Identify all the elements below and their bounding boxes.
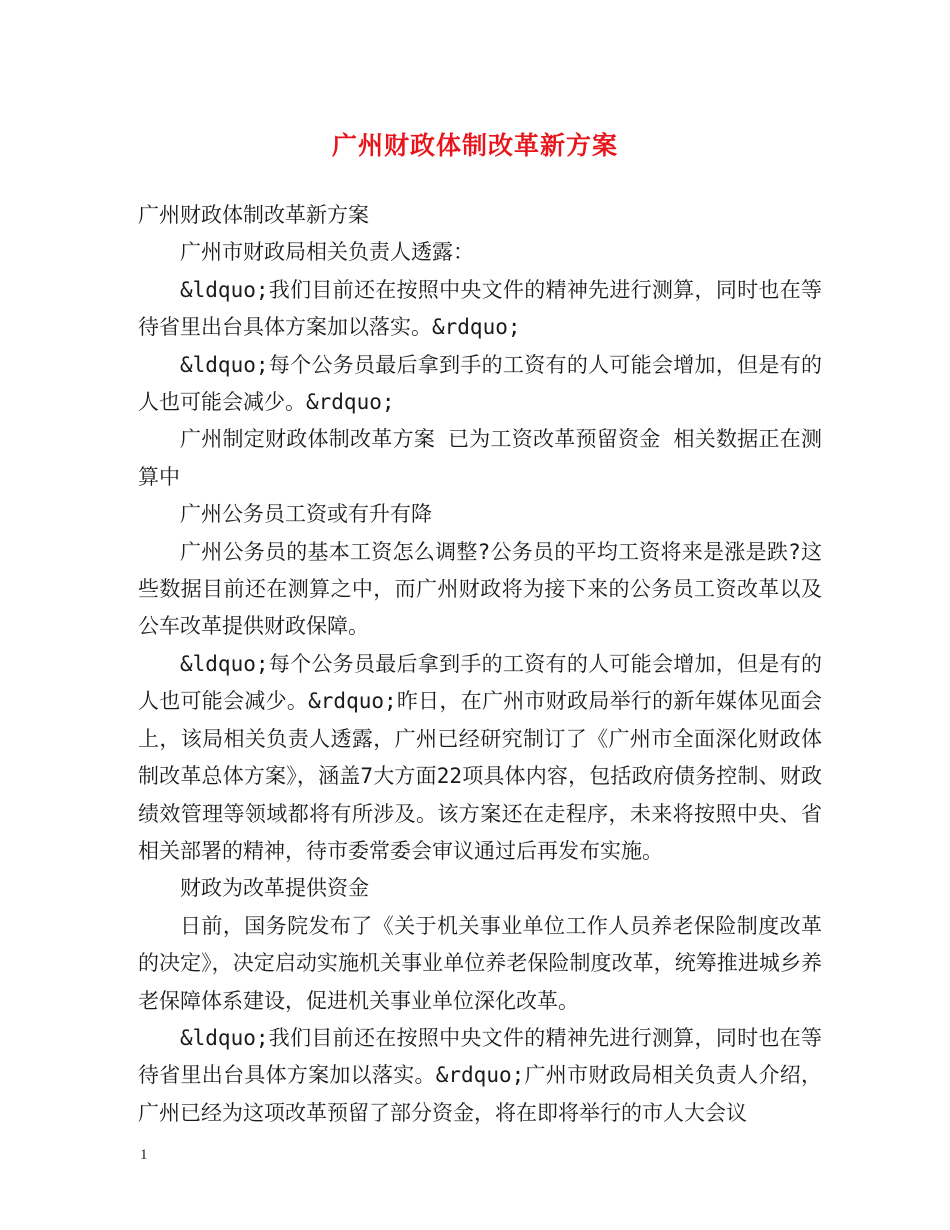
body-paragraph: &ldquo;我们目前还在按照中央文件的精神先进行测算，同时也在等待省里出台具体方案加以落实。&rdquo;	[138, 277, 822, 340]
body-paragraph: 财政为改革提供资金	[180, 876, 369, 901]
body-paragraph: 广州财政体制改革新方案	[138, 203, 369, 227]
body-paragraph: &ldquo;我们目前还在按照中央文件的精神先进行测算，同时也在等待省里出台具体方案加以落实。&rdquo;广州市财政局相关负责人介绍，广州已经为这项改革预留了部分资金，将在即将举行的市人大会议	[138, 1025, 822, 1125]
body-paragraph: 广州公务员工资或有升有降	[180, 502, 432, 527]
page-number: 1	[140, 1147, 148, 1163]
body-paragraph: 广州公务员的基本工资怎么调整?公务员的平均工资将来是涨是跌?这些数据目前还在测算之中，而广州财政将为接下来的公务员工资改革以及公车改革提供财政保障。	[138, 539, 822, 639]
document-body	[138, 197, 822, 1132]
body-paragraph: 日前，国务院发布了《关于机关事业单位工作人员养老保险制度改革的决定》，决定启动实施机关事业单位养老保险制度改革，统筹推进城乡养老保障体系建设，促进机关事业单位深化改革。	[138, 913, 822, 1013]
body-paragraph: 广州制定财政体制改革方案 已为工资改革预留资金 相关数据正在测算中	[138, 427, 822, 489]
body-paragraph: &ldquo;每个公务员最后拿到手的工资有的人可能会增加，但是有的人也可能会减少。&rdquo;昨日，在广州市财政局举行的新年媒体见面会上，该局相关负责人透露，广州已经研究制订了《广州市全面深化财政体制改革总体方案》，涵盖7大方面22项具体内容，包括政府债务控制、财政绩效管理等领域都将有所涉及。该方案还在走程序，未来将按照中央、省相关部署的精神，待市委常委会审议通过后再发布实施。	[138, 651, 822, 863]
document-title: 广州财政体制改革新方案	[331, 131, 618, 160]
body-paragraph: 广州市财政局相关负责人透露：	[180, 240, 474, 265]
body-paragraph: &ldquo;每个公务员最后拿到手的工资有的人可能会增加，但是有的人也可能会减少。&rdquo;	[138, 352, 822, 415]
